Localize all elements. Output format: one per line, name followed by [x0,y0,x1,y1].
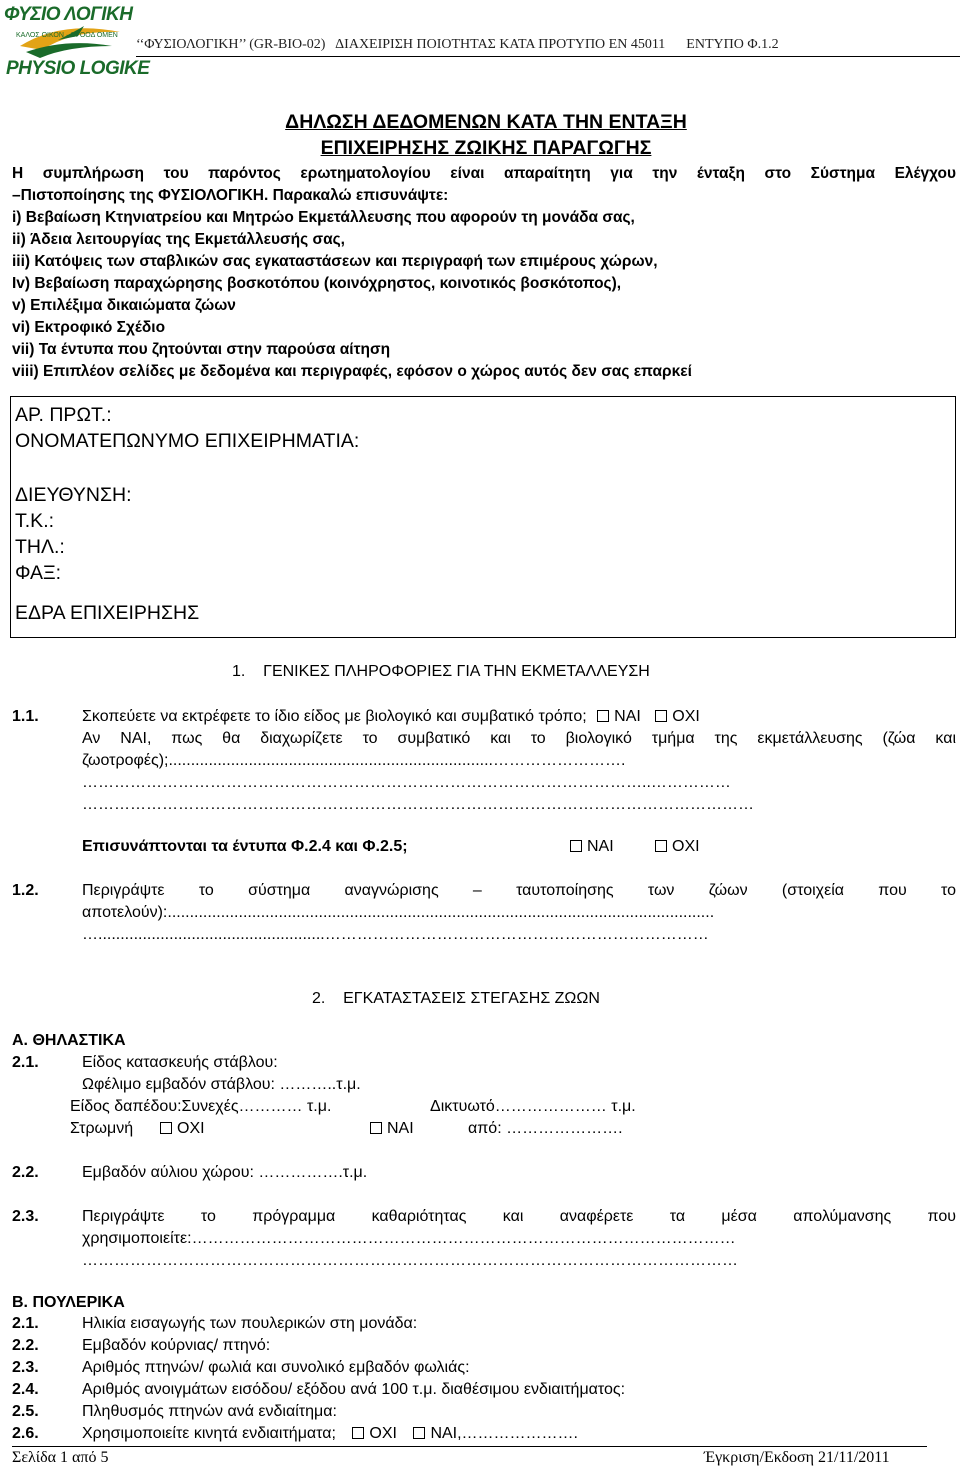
q2-text: Περιγράψτε το σύστημα αναγνώρισης – ταυτοποίησης των ζώων (στοιχεία που το [82,882,956,899]
item-number: 2.4. [12,1381,39,1398]
q1-yes-option[interactable] [597,708,641,725]
attached-yes-option[interactable] [570,836,614,857]
a1-number: 2.1. [12,1054,39,1071]
bedding-no-option[interactable] [160,1118,205,1139]
checkbox-icon[interactable] [160,1122,172,1134]
attachment-item: viii) Επιπλέον σελίδες με δεδομένα και περιγραφές, εφόσον ο χώρος αυτός δεν σας επαρκεί [12,363,692,380]
checkbox-icon[interactable] [370,1122,382,1134]
checkbox-icon[interactable] [570,840,582,852]
a1-area[interactable]: Ωφέλιμο εμβαδόν στάβλου: ………..τ.μ. [82,1076,361,1093]
mobile-housing-yes-option[interactable] [413,1425,578,1442]
a2-number: 2.2. [12,1164,39,1181]
q1-answer-line[interactable]: ……………………………………………………………………………………………………………… [82,796,754,813]
footer-rule [12,1446,927,1447]
attachment-item: vi) Εκτροφικό Σχέδιο [12,319,166,336]
item-text[interactable]: Πληθυσμός πτηνών ανά ενδιαίτημα: [82,1403,337,1420]
q1-no-label: ΟΧΙ [672,708,700,725]
a3-text-line2[interactable]: χρησιμοποιείτε:………………………………………………………………………………………… [82,1230,736,1247]
item-text[interactable]: Αριθμός πτηνών/ φωλιά και συνολικό εμβαδόν φωλιάς: [82,1359,470,1376]
header-rule [136,56,960,57]
telephone-label[interactable]: ΤΗΛ.: [15,536,65,558]
attached-no-option[interactable] [655,836,700,857]
bedding-yes-option[interactable] [370,1118,414,1139]
q2-number: 1.2. [12,882,39,899]
mobile-no-label: ΟΧΙ [369,1425,397,1442]
q1-answer-line[interactable]: ……………………………………………………………………………………………..…………… [82,774,731,791]
document-title-line1: ΔΗΛΩΣΗ ΔΕΔΟΜΕΝΩΝ ΚΑΤΑ ΤΗΝ ΕΝΤΑΞΗ [285,111,687,133]
attached-yes-label: ΝΑΙ [587,838,614,855]
list-item [0,1357,960,1379]
subsection-a-heading: Α. ΘΗΛΑΣΤΙΚΑ [12,1032,126,1049]
list-item [0,1401,960,1423]
checkbox-icon[interactable] [655,840,667,852]
address-label[interactable]: ΔΙΕΥΘΥΝΣΗ: [15,484,132,506]
bedding-from[interactable]: από: …………………. [468,1120,623,1137]
checkbox-icon[interactable] [655,710,667,722]
header-title: ‘‘ΦΥΣΙΟΛΟΓΙΚΗ’’ (GR-BIO-02) ΔΙΑΧΕΙΡΙΣΗ ΠΟΙΟΤΗΤΑΣ ΚΑΤΑ ΠΡΟΤΥΠΟ ΕΝ 45011 ΕΝΤΥΠΟ Φ.1.2 [136,37,779,52]
logo-text-bottom: PHYSIO LOGIKE [6,58,150,79]
a1-bedding-label: Στρωμνή [70,1120,134,1137]
checkbox-icon[interactable] [352,1427,364,1439]
checkbox-icon[interactable] [413,1427,425,1439]
logo [2,2,150,86]
a2-text[interactable]: Εμβαδόν αύλιου χώρου: …………….τ.μ. [82,1164,368,1181]
attachment-item: iii) Κατόψεις των σταβλικών σας εγκαταστάσεων και περιγραφή των επιμέρους χώρων, [12,253,658,270]
intro-line1: Η συμπλήρωση του παρόντος ερωτηματολογίου είναι απαραίτητη για την ένταξη στο Σύστημα Ελέγχου [12,165,956,182]
intro-line2: –Πιστοποίησης της ΦΥΣΙΟΛΟΓΙΚΗ. Παρακαλώ επισυνάψτε: [12,187,449,204]
section2-heading: 2. ΕΓΚΑΤΑΣΤΑΣΕΙΣ ΣΤΕΓΑΣΗΣ ΖΩΩΝ [312,990,600,1007]
q1-number: 1.1. [12,708,39,725]
protocol-number-label[interactable]: ΑΡ. ΠΡΩΤ.: [15,404,112,426]
item-text[interactable]: Ηλικία εισαγωγής των πουλερικών στη μονάδα: [82,1315,418,1332]
business-info-box [10,396,956,638]
item-text[interactable]: Αριθμός ανοιγμάτων εισόδου/ εξόδου ανά 100 τ.μ. διαθέσιμου ενδιαιτήματος: [82,1381,626,1398]
attached-forms-question: Επισυνάπτονται τα έντυπα Φ.2.4 και Φ.2.5; [82,838,408,855]
b6-text: Χρησιμοποιείτε κινητά ενδιαιτήματα; [82,1425,336,1442]
q1-followup-line2[interactable]: ζωοτροφές);.........................................................................……………………. [82,752,626,769]
item-number: 2.3. [12,1359,39,1376]
subsection-b-heading: Β. ΠΟΥΛΕΡΙΚΑ [12,1294,125,1311]
a1-floor-continuous[interactable]: Είδος δαπέδου:Συνεχές………… τ.μ. [70,1098,332,1115]
a3-text: Περιγράψτε το πρόγραμμα καθαριότητας και αναφέρετε τα μέσα απολύμανσης που [82,1208,956,1225]
attachments-list [12,207,956,383]
list-item [0,1335,960,1357]
document-title-line2: ΕΠΙΧΕΙΡΗΣΗΣ ΖΩΙΚΗΣ ΠΑΡΑΓΩΓΗΣ [320,137,652,159]
mobile-yes-label: ΝΑΙ,…………………. [430,1425,578,1442]
list-item [0,1313,960,1335]
q2-text-line2[interactable]: αποτελούν):........................................................................................................................... [82,904,715,921]
a1-floor-grid[interactable]: Δικτυωτό………………… τ.μ. [430,1098,636,1115]
item-number: 2.1. [12,1315,39,1332]
item-number: 2.5. [12,1403,39,1420]
a3-answer-line[interactable]: …………………………………………………………………………………………………………… [82,1252,738,1269]
q1-text: Σκοπεύετε να εκτρέφετε το ίδιο είδος με βιολογικό και συμβατικό τρόπο; [82,708,587,725]
poultry-list [0,1313,960,1423]
checkbox-icon[interactable] [597,710,609,722]
q1-yes-label: ΝΑΙ [614,708,641,725]
footer-page-number: Σελίδα 1 από 5 [12,1449,109,1466]
q2-answer-line[interactable]: …...................................................……………………………………………………………… [82,926,709,943]
logo-text-top: ΦΥΣΙΟ ΛΟΓΙΚΗ [4,4,133,25]
attachment-item: ii) Άδεια λειτουργίας της Εκμετάλλευσής σας, [12,231,345,248]
bedding-no-label: ΟΧΙ [177,1120,205,1137]
q1-row [82,706,700,727]
b6-row [82,1423,578,1444]
b6-number: 2.6. [12,1425,39,1442]
list-item [0,1379,960,1401]
q1-followup: Αν ΝΑΙ, πως θα διαχωρίζετε το συμβατικό και το βιολογικό τμήμα της εκμετάλλευσης (ζώα και [82,730,956,747]
section1-heading: 1. ΓΕΝΙΚΕΣ ΠΛΗΡΟΦΟΡΙΕΣ ΓΙΑ ΤΗΝ ΕΚΜΕΤΑΛΛΕΥΣΗ [232,663,650,680]
attached-no-label: ΟΧΙ [672,838,700,855]
attachment-item: i) Βεβαίωση Κτηνιατρείου και Μητρώο Εκμετάλλευσης που αφορούν τη μονάδα σας, [12,209,635,226]
item-number: 2.2. [12,1337,39,1354]
fax-label[interactable]: ΦΑΞ: [15,562,62,584]
item-text[interactable]: Εμβαδόν κούρνιας/ πτηνό: [82,1337,271,1354]
entrepreneur-name-label[interactable]: ΟΝΟΜΑΤΕΠΩΝΥΜΟ ΕΠΙΧΕΙΡΗΜΑΤΙΑ: [15,430,360,452]
logo-text-mid: ΚΑΛΟΣ ΟΙΚΟΝ · Α ΓΟΟΔ ΟΜΕΝ [16,32,118,39]
attachment-item: Iv) Βεβαίωση παραχώρησης βοσκοτόπου (κοινόχρηστος, κοινοτικός βοσκότοπος), [12,275,622,292]
postal-code-label[interactable]: Τ.Κ.: [15,510,55,532]
a3-number: 2.3. [12,1208,39,1225]
bedding-yes-label: ΝΑΙ [387,1120,414,1137]
footer-approval-date: Έγκριση/Εκδοση 21/11/2011 [704,1449,890,1466]
attachment-item: v) Επιλέξιμα δικαιώματα ζώων [12,297,236,314]
attachment-item: vii) Τα έντυπα που ζητούνται στην παρούσα αίτηση [12,341,391,358]
business-seat-label[interactable]: ΕΔΡΑ ΕΠΙΧΕΙΡΗΣΗΣ [15,602,200,624]
q1-no-option[interactable] [655,708,700,725]
a1-text: Είδος κατασκευής στάβλου: [82,1054,278,1071]
mobile-housing-no-option[interactable] [352,1425,397,1442]
